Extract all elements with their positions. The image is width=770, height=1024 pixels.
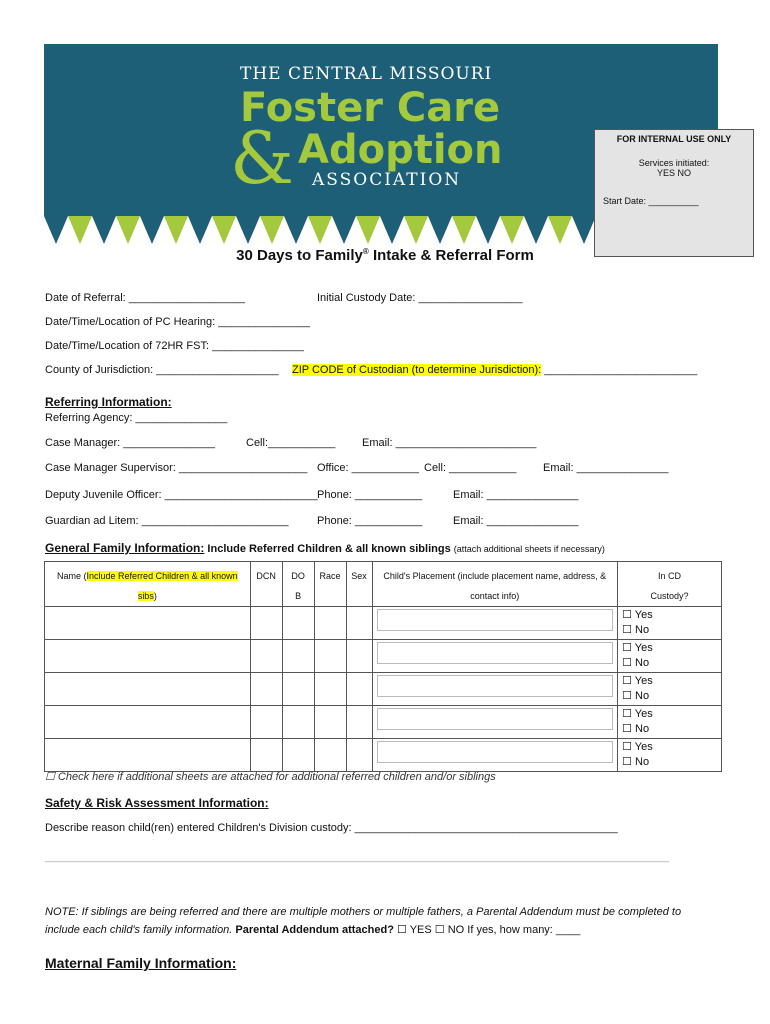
- sex-cell[interactable]: [346, 706, 372, 739]
- case-manager-email-field[interactable]: Email: _______________________: [362, 437, 537, 449]
- supervisor-email-field[interactable]: Email: _______________: [543, 462, 669, 474]
- djo-phone-field[interactable]: Phone: ___________: [317, 489, 423, 501]
- safety-heading: Safety & Risk Assessment Information:: [45, 796, 269, 810]
- parental-addendum-note-line2: include each child's family information.: [45, 924, 236, 936]
- logo-text-line1: THE CENTRAL MISSOURI: [240, 64, 493, 84]
- dob-cell[interactable]: [282, 640, 314, 673]
- internal-use-box: [594, 129, 754, 257]
- custody-cell: [618, 673, 722, 706]
- race-cell[interactable]: [314, 706, 346, 739]
- supervisor-office-field[interactable]: Office: ___________: [317, 462, 419, 474]
- placement-cell[interactable]: [372, 706, 618, 739]
- pc-hearing-field[interactable]: Date/Time/Location of PC Hearing: _______________: [45, 316, 310, 328]
- family-info-heading: General Family Information:: [45, 541, 205, 555]
- table-row: [45, 607, 722, 640]
- placement-input[interactable]: [377, 675, 614, 697]
- logo-ampersand: &: [230, 116, 295, 200]
- placement-cell[interactable]: [372, 739, 618, 772]
- custody-yes-checkbox[interactable]: ☐ Yes: [622, 609, 653, 621]
- table-row: [45, 739, 722, 772]
- internal-use-title: FOR INTERNAL USE ONLY: [616, 134, 732, 144]
- addendum-no-checkbox[interactable]: ☐ NO: [431, 924, 465, 936]
- dcn-cell[interactable]: [250, 673, 282, 706]
- child-name-cell[interactable]: [45, 739, 251, 772]
- race-cell[interactable]: [314, 607, 346, 640]
- race-cell[interactable]: [314, 640, 346, 673]
- dob-cell[interactable]: [282, 607, 314, 640]
- custody-yes-checkbox[interactable]: ☐ Yes: [622, 642, 653, 654]
- placement-cell[interactable]: [372, 607, 618, 640]
- initial-custody-date-field[interactable]: Initial Custody Date: _________________: [317, 292, 523, 304]
- family-info-subheading: Include Referred Children & all known siblings: [204, 543, 454, 555]
- custody-no-checkbox[interactable]: ☐ No: [622, 723, 650, 735]
- start-date-field[interactable]: Start Date: __________: [603, 196, 699, 206]
- placement-input[interactable]: [377, 609, 614, 631]
- additional-sheets-checkbox[interactable]: ☐ Check here if additional sheets are attached for additional referred children and/or siblings: [45, 771, 496, 783]
- form-title-main: 30 Days to Family: [236, 247, 363, 264]
- placement-cell[interactable]: [372, 640, 618, 673]
- services-yes-no[interactable]: YES NO: [656, 168, 691, 178]
- parental-addendum-row: [45, 923, 580, 936]
- deputy-juvenile-officer-field[interactable]: Deputy Juvenile Officer: _________________________: [45, 489, 318, 501]
- col-custody: In CD Custody?: [618, 562, 722, 607]
- parental-addendum-note: NOTE: If siblings are being referred and there are multiple mothers or multiple fathers, a Parental Addendum must be completed to: [45, 906, 682, 918]
- dcn-cell[interactable]: [250, 739, 282, 772]
- child-name-cell[interactable]: [45, 607, 251, 640]
- table-row: [45, 673, 722, 706]
- col-name: Name (Include Referred Children & all known sibs): [45, 562, 251, 607]
- sex-cell[interactable]: [346, 640, 372, 673]
- family-table: [44, 561, 722, 772]
- col-placement: Child's Placement (include placement name, address, & contact info): [372, 562, 618, 607]
- family-table-header: [45, 562, 722, 607]
- date-of-referral-field[interactable]: Date of Referral: ___________________: [45, 292, 245, 304]
- sex-cell[interactable]: [346, 673, 372, 706]
- parental-addendum-label: Parental Addendum attached?: [235, 924, 394, 936]
- custody-no-checkbox[interactable]: ☐ No: [622, 657, 650, 669]
- sex-cell[interactable]: [346, 607, 372, 640]
- table-row: [45, 706, 722, 739]
- gal-email-field[interactable]: Email: _______________: [453, 515, 579, 527]
- dcn-cell[interactable]: [250, 706, 282, 739]
- logo-text-line4: ASSOCIATION: [312, 170, 462, 190]
- placement-input[interactable]: [377, 642, 614, 664]
- custody-no-checkbox[interactable]: ☐ No: [622, 624, 650, 636]
- addendum-yes-checkbox[interactable]: ☐ YES: [393, 924, 432, 936]
- custody-reason-field[interactable]: Describe reason child(ren) entered Children's Division custody: ___________________________________________: [45, 822, 618, 834]
- table-row: [45, 640, 722, 673]
- dcn-cell[interactable]: [250, 640, 282, 673]
- registered-mark: ®: [362, 247, 369, 256]
- custody-no-checkbox[interactable]: ☐ No: [622, 690, 650, 702]
- cm-supervisor-field[interactable]: Case Manager Supervisor: _____________________: [45, 462, 308, 474]
- form-title-rest: Intake & Referral Form: [368, 247, 534, 264]
- col-sex: Sex: [346, 562, 372, 607]
- county-of-jurisdiction-field[interactable]: County of Jurisdiction: ____________________: [45, 364, 279, 376]
- logo-text-line2: Foster Care: [240, 85, 501, 131]
- child-name-cell[interactable]: [45, 706, 251, 739]
- custody-yes-checkbox[interactable]: ☐ Yes: [622, 675, 653, 687]
- fst-field[interactable]: Date/Time/Location of 72HR FST: _______________: [45, 340, 304, 352]
- dob-cell[interactable]: [282, 739, 314, 772]
- maternal-info-heading: Maternal Family Information:: [45, 955, 237, 971]
- referring-info-heading: Referring Information:: [45, 395, 172, 409]
- addendum-count-field[interactable]: If yes, how many: ____: [464, 924, 581, 936]
- sex-cell[interactable]: [346, 739, 372, 772]
- guardian-ad-litem-field[interactable]: Guardian ad Litem: ________________________: [45, 515, 289, 527]
- dob-cell[interactable]: [282, 673, 314, 706]
- case-manager-field[interactable]: Case Manager: _______________: [45, 437, 216, 449]
- child-name-cell[interactable]: [45, 640, 251, 673]
- services-initiated-label: Services initiated:: [638, 158, 710, 168]
- supervisor-cell-field[interactable]: Cell: ___________: [424, 462, 517, 474]
- zip-code-line: _________________________: [541, 364, 698, 376]
- custody-reason-line[interactable]: ______________________________________________________________________________________________________: [45, 851, 670, 863]
- custody-cell: [618, 640, 722, 673]
- dob-cell[interactable]: [282, 706, 314, 739]
- form-title: [0, 247, 770, 264]
- col-dcn: DCN: [250, 562, 282, 607]
- case-manager-cell-field[interactable]: Cell:___________: [246, 437, 336, 449]
- custody-yes-checkbox[interactable]: ☐ Yes: [622, 741, 653, 753]
- custody-no-checkbox[interactable]: ☐ No: [622, 756, 650, 768]
- col-race: Race: [314, 562, 346, 607]
- family-info-heading-row: [45, 541, 605, 555]
- gal-phone-field[interactable]: Phone: ___________: [317, 515, 423, 527]
- referring-agency-field[interactable]: Referring Agency: _______________: [45, 412, 228, 424]
- custody-yes-checkbox[interactable]: ☐ Yes: [622, 708, 653, 720]
- logo-text-line3: Adoption: [298, 127, 503, 173]
- custody-cell: [618, 706, 722, 739]
- race-cell[interactable]: [314, 739, 346, 772]
- family-info-note: (attach additional sheets if necessary): [453, 544, 605, 554]
- col-dob: DO B: [282, 562, 314, 607]
- child-name-cell[interactable]: [45, 673, 251, 706]
- zip-code-field[interactable]: [292, 364, 697, 376]
- custody-cell: [618, 607, 722, 640]
- custody-cell: [618, 739, 722, 772]
- placement-input[interactable]: [377, 741, 614, 763]
- header-banner: [44, 44, 732, 244]
- dcn-cell[interactable]: [250, 607, 282, 640]
- race-cell[interactable]: [314, 673, 346, 706]
- placement-cell[interactable]: [372, 673, 618, 706]
- zip-code-label: ZIP CODE of Custodian (to determine Jurisdiction):: [292, 364, 542, 376]
- djo-email-field[interactable]: Email: _______________: [453, 489, 579, 501]
- placement-input[interactable]: [377, 708, 614, 730]
